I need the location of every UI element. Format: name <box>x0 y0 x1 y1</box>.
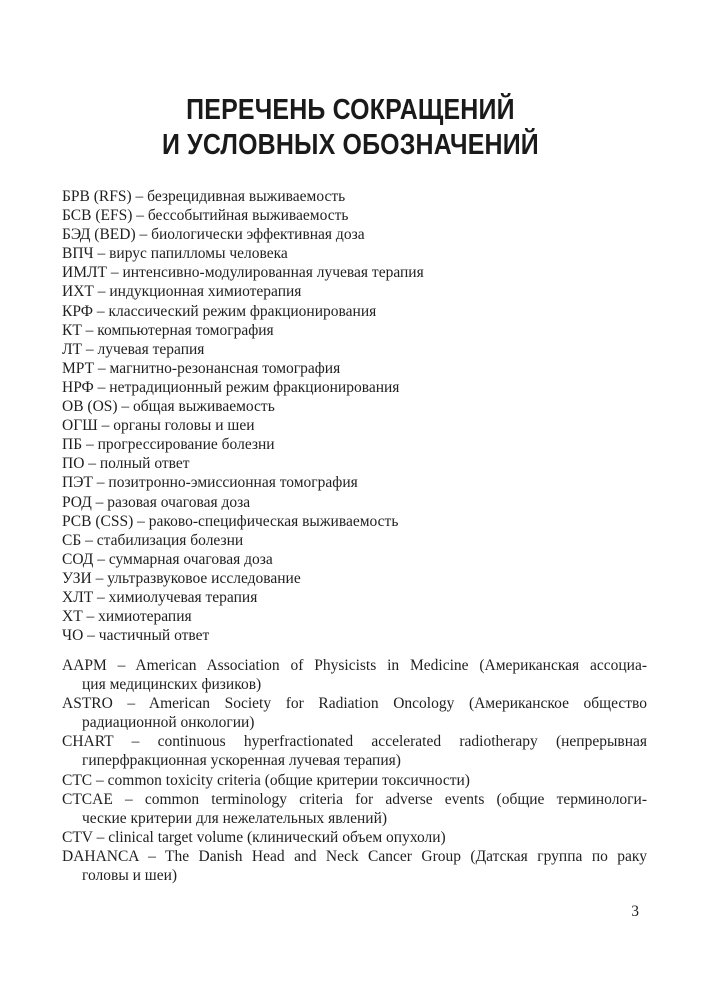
abbreviation-entry: МРТ – магнитно-резонансная томография <box>62 359 341 377</box>
abbreviation-entry: НРФ – нетрадиционный режим фракционирования <box>62 378 400 396</box>
abbreviation-entry: БСВ (EFS) – бессобытийная выживаемость <box>62 207 349 225</box>
abbreviation-entry: ПЭТ – позитронно-эмиссионная томография <box>62 474 358 492</box>
abbreviation-entry: СБ – стабилизация болезни <box>62 531 244 549</box>
english-abbreviation-entry <box>62 847 647 885</box>
abbreviation-entry: БРВ (RFS) – безрецидивная выживаемость <box>62 188 346 205</box>
page-title-line-1: ПЕРЕЧЕНЬ СОКРАЩЕНИЙ <box>186 94 515 126</box>
entry-first-line: CTV – clinical target volume (клинический объем опухоли) <box>62 828 446 846</box>
abbreviation-entry: ПО – полный ответ <box>62 455 190 473</box>
english-abbreviation-entry <box>62 694 647 732</box>
page-title-line-2: И УСЛОВНЫХ ОБОЗНАЧЕНИЙ <box>161 129 539 161</box>
entry-first-line: ASTRO – American Society for Radiation Oncology (Американское общество <box>62 695 647 713</box>
entry-continuation-line: ция медицинских физиков) <box>82 676 262 694</box>
english-abbreviation-entry <box>62 771 647 790</box>
abbreviation-entry: КРФ – классический режим фракционирования <box>62 302 377 320</box>
abbreviation-entry: ЧО – частичный ответ <box>62 627 210 645</box>
abbreviation-entry: ЛТ – лучевая терапия <box>62 340 205 358</box>
abbreviation-entry: РОД – разовая очаговая доза <box>62 493 251 511</box>
entry-continuation-line: гиперфракционная ускоренная лучевая терапия) <box>82 752 401 770</box>
entry-first-line: CHART – continuous hyperfractionated accelerated radiotherapy (непрерывная <box>62 733 647 751</box>
entry-continuation-line: головы и шеи) <box>82 867 178 885</box>
abbreviation-entry: СОД – суммарная очаговая доза <box>62 550 273 568</box>
abbreviation-entry: БЭД (BED) – биологически эффективная доза <box>62 226 365 244</box>
abbreviation-entry: ВПЧ – вирус папилломы человека <box>62 245 288 263</box>
english-abbreviation-list <box>62 656 647 885</box>
abbreviation-entry: ПБ – прогрессирование болезни <box>62 436 275 454</box>
abbreviation-entry: ХЛТ – химиолучевая терапия <box>62 588 258 606</box>
english-abbreviation-entry <box>62 790 647 828</box>
entry-first-line: DAHANCA – The Danish Head and Neck Cancer Group (Датская группа по раку <box>62 847 647 865</box>
entry-continuation-line: радиационной онкологии) <box>82 714 255 732</box>
abbreviation-entry: ОВ (OS) – общая выживаемость <box>62 398 275 416</box>
page-number: 3 <box>631 903 639 920</box>
abbreviation-entry: УЗИ – ультразвуковое исследование <box>62 569 301 587</box>
abbreviation-entry: КТ – компьютерная томография <box>62 321 274 339</box>
russian-abbreviation-list <box>62 187 647 645</box>
entry-continuation-line: ческие критерии для нежелательных явлений) <box>82 809 388 827</box>
entry-first-line: CTCAE – common terminology criteria for adverse events (общие терминологи- <box>62 790 647 808</box>
english-abbreviation-entry <box>62 828 647 847</box>
abbreviation-entry: ИМЛТ – интенсивно-модулированная лучевая терапия <box>62 264 424 282</box>
abbreviation-entry: ХТ – химиотерапия <box>62 608 192 626</box>
entry-first-line: CTC – common toxicity criteria (общие критерии токсичности) <box>62 771 470 789</box>
entry-first-line: AAPM – American Association of Physicists in Medicine (Американская ассоциа- <box>62 657 647 674</box>
abbreviation-entry: ОГШ – органы головы и шеи <box>62 417 255 435</box>
english-abbreviation-entry <box>62 732 647 770</box>
english-abbreviation-entry <box>62 656 647 694</box>
abbreviation-entry: ИХТ – индукционная химиотерапия <box>62 283 302 301</box>
abbreviation-entry: РСВ (CSS) – раково-специфическая выживаемость <box>62 512 399 530</box>
